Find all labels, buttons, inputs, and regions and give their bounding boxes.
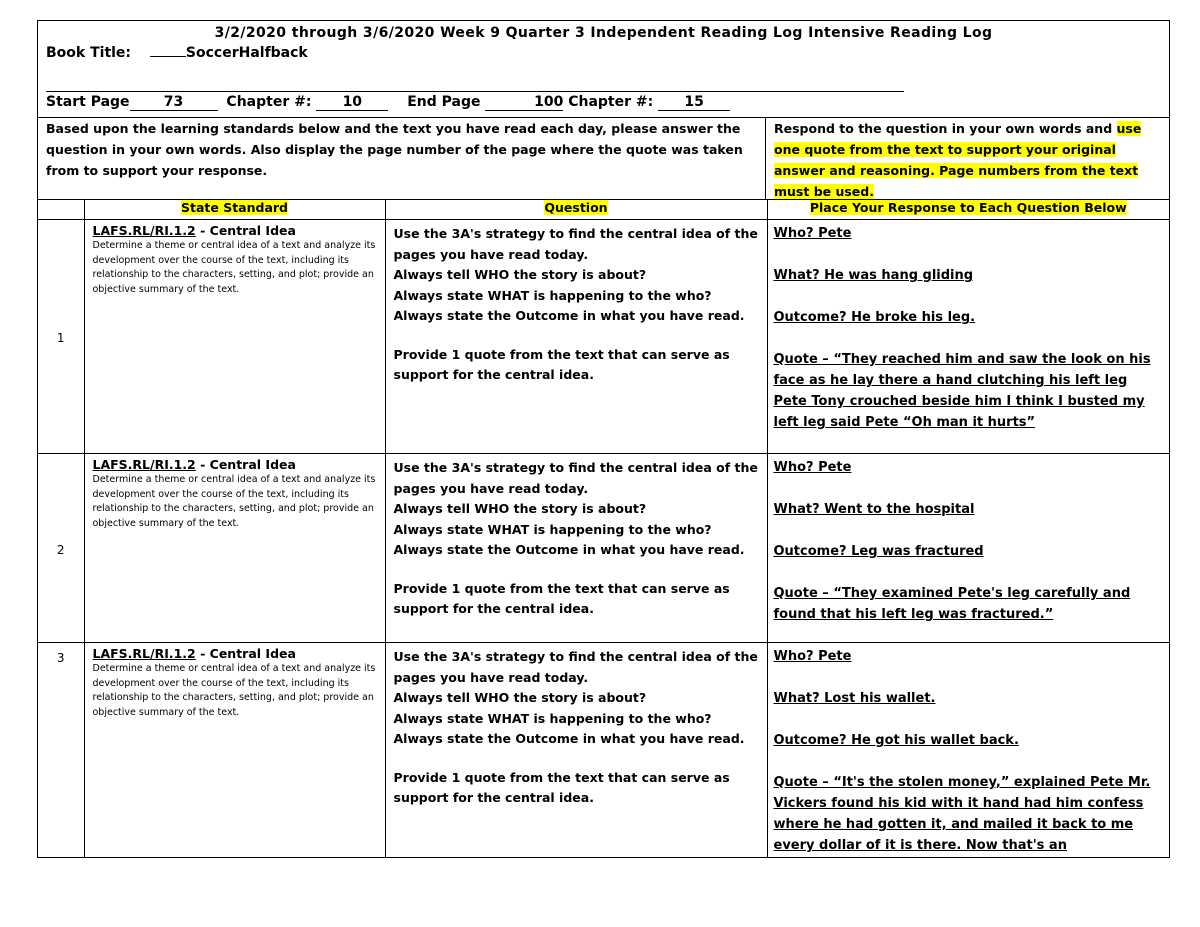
question-line-1: Use the 3A's strategy to find the central idea of the pages you have read today. [393, 649, 758, 685]
question-line-1: Use the 3A's strategy to find the central idea of the pages you have read today. [393, 460, 758, 496]
standard-description: Determine a theme or central idea of a text and analyze its development over the course of the text, including its relationship to the characters, setting, and plot; provide an objective summary of the text. [92, 474, 376, 529]
standard-heading [93, 223, 377, 238]
standard-code: LAFS.RL/RI.1.2 [92, 457, 196, 472]
start-chapter-label: Chapter #: [226, 94, 312, 110]
start-page-value[interactable] [130, 94, 218, 111]
standard-cell [84, 220, 385, 454]
row-number-cell [38, 454, 84, 643]
standard-code: LAFS.RL/RI.1.2 [92, 646, 196, 661]
book-title-blank [150, 56, 186, 57]
question-line-2: Always tell WHO the story is about? [393, 690, 647, 705]
book-title-value[interactable]: SoccerHalfback [185, 45, 308, 61]
end-page-label: End Page [407, 94, 481, 110]
row-number-cell [38, 220, 84, 454]
question-line-3: Always state WHAT is happening to the who? [393, 287, 712, 303]
header-rule [46, 91, 904, 92]
question-line-2: Always tell WHO the story is about? [393, 501, 647, 516]
question-line-5: Provide 1 quote from the text that can serve as support for the central idea. [393, 346, 730, 382]
row-number: 3 [56, 651, 65, 665]
response-column-label: Place Your Response to Each Question Below [809, 200, 1127, 215]
response-who: Who? Pete [773, 460, 852, 475]
response-outcome: Outcome? Leg was fractured [773, 544, 984, 559]
reading-log-sheet [37, 20, 1170, 858]
question-cell [385, 220, 767, 454]
end-page-text: 100 [534, 94, 564, 110]
response-quote: Quote – “They reached him and saw the look on his face as he lay there a hand clutching his left leg Pete Tony crouched beside him I think I busted my left leg said Pete “Oh man it hurts” [773, 352, 1151, 430]
question-line-5: Provide 1 quote from the text that can serve as support for the central idea. [393, 769, 730, 805]
standard-name: - Central Idea [195, 646, 296, 661]
question-line-5: Provide 1 quote from the text that can serve as support for the central idea. [393, 580, 730, 616]
standard-column-label: State Standard [180, 200, 289, 215]
number-column-header [38, 200, 84, 220]
question-line-4: Always state the Outcome in what you have read. [393, 542, 745, 557]
instructions-left: Based upon the learning standards below and the text you have read each day, please answer the question in your own words. Also display the page number of the page where the quote was taken from to support your response. [38, 118, 766, 199]
instructions-right-text: Respond to the question in your own words and [774, 121, 1117, 136]
response-outcome: Outcome? He got his wallet back. [773, 733, 1019, 748]
response-who: Who? Pete [773, 649, 852, 664]
response-cell[interactable] [767, 220, 1169, 454]
instructions-right-highlight: use one quote from the text to support your original answer and reasoning. Page numbers from the text must be used. [774, 121, 1142, 199]
end-chapter-label: Chapter #: [568, 94, 654, 110]
log-header [38, 21, 1169, 118]
table-row [38, 643, 1169, 858]
standard-heading [93, 457, 377, 472]
question-column-label: Question [544, 200, 608, 215]
response-what: What? He was hang gliding [773, 268, 974, 283]
start-chapter-text: 10 [342, 94, 363, 110]
standard-description: Determine a theme or central idea of a text and analyze its development over the course of the text, including its relationship to the characters, setting, and plot; provide an objective summary of the text. [92, 663, 376, 718]
question-cell [385, 454, 767, 643]
response-who: Who? Pete [773, 226, 852, 241]
question-line-4: Always state the Outcome in what you have read. [393, 308, 745, 323]
question-cell [385, 643, 767, 858]
standard-column-header [84, 200, 385, 220]
standard-heading [93, 646, 377, 661]
start-page-label: Start Page [46, 94, 130, 110]
standard-name: - Central Idea [195, 457, 296, 472]
response-quote: Quote – “It's the stolen money,” explained Pete Mr. Vickers found his kid with it hand had him confess where he had gotten it, and mailed it back to me every dollar of it is there. Now that's an [773, 775, 1151, 853]
end-page-value[interactable] [485, 94, 563, 111]
standard-cell [84, 643, 385, 858]
table-row [38, 220, 1169, 454]
row-number: 1 [56, 331, 65, 345]
question-line-3: Always state WHAT is happening to the who? [393, 521, 712, 537]
standard-cell [84, 454, 385, 643]
instructions-right [766, 118, 1169, 199]
end-chapter-text: 15 [684, 94, 704, 110]
page-title: 3/2/2020 through 3/6/2020 Week 9 Quarter 3 Independent Reading Log Intensive Reading Log [214, 25, 993, 41]
response-cell[interactable] [767, 454, 1169, 643]
response-what: What? Lost his wallet. [773, 691, 936, 706]
question-line-4: Always state the Outcome in what you have read. [393, 731, 745, 746]
response-what: What? Went to the hospital [773, 502, 975, 517]
standard-code: LAFS.RL/RI.1.2 [92, 223, 196, 238]
row-number-cell [38, 643, 84, 858]
question-line-3: Always state WHAT is happening to the who? [393, 710, 712, 726]
response-cell[interactable] [767, 643, 1169, 858]
response-column-header [767, 200, 1169, 220]
standard-description: Determine a theme or central idea of a text and analyze its development over the course of the text, including its relationship to the characters, setting, and plot; provide an objective summary of the text. [92, 240, 376, 295]
instructions-row [38, 118, 1169, 200]
book-title-label: Book Title: [46, 45, 132, 61]
question-line-2: Always tell WHO the story is about? [393, 267, 647, 282]
book-title-line [46, 45, 1161, 61]
reading-log-table [38, 200, 1169, 857]
end-chapter-value[interactable] [658, 94, 730, 111]
page-range-line [46, 94, 730, 111]
column-header-row [38, 200, 1169, 220]
row-number: 2 [56, 542, 65, 557]
standard-name: - Central Idea [195, 223, 296, 238]
response-outcome: Outcome? He broke his leg. [773, 310, 976, 325]
response-quote: Quote – “They examined Pete's leg carefully and found that his left leg was fractured.” [773, 586, 1131, 622]
table-row [38, 454, 1169, 643]
question-line-1: Use the 3A's strategy to find the central idea of the pages you have read today. [393, 226, 758, 262]
start-chapter-value[interactable] [316, 94, 388, 111]
question-column-header [385, 200, 767, 220]
start-page-text: 73 [163, 94, 184, 110]
